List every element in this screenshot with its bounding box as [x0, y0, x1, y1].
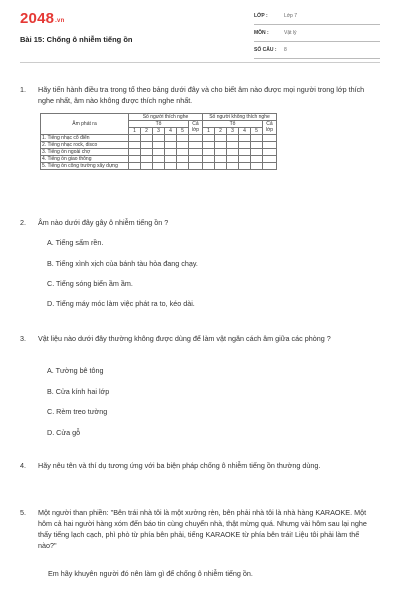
option-d[interactable]: D. Cửa gỗ	[47, 428, 81, 437]
group-like-header: Số người thích nghe	[129, 114, 203, 121]
meta-subject-row	[254, 29, 380, 42]
question-text: Hãy nêu tên và thí dụ tương ứng với ba biện pháp chống ô nhiễm tiếng ồn thường dùng.	[38, 461, 321, 470]
group-number: 5	[251, 128, 263, 135]
group-number: 2	[141, 128, 153, 135]
sub-class-header: Cả lớp	[189, 121, 203, 135]
header-divider	[20, 62, 380, 63]
group-dislike-header: Số người không thích nghe	[203, 114, 277, 121]
meta-count-row	[254, 46, 380, 59]
group-number: 3	[227, 128, 239, 135]
sub-to-header: Tổ	[203, 121, 263, 128]
group-number: 1	[203, 128, 215, 135]
row-label: 1. Tiếng nhạc cổ điển	[41, 135, 129, 142]
meta-value: Vật lý	[284, 30, 297, 36]
option-c[interactable]: C. Rèm treo tường	[47, 407, 108, 416]
option-a[interactable]: A. Tiếng sấm rền.	[47, 238, 104, 247]
question-number: 5.	[20, 508, 26, 517]
question-text: Một người than phiền: "Bên trái nhà tôi là một xưởng rèn, bên phải nhà tôi là nhà hàng KARAOKE. Một hôm cả hai người hàng xóm đến báo tin cùng chuyển nhà, thật mừng quá. Nhưng vài hôm sau lại nghe thấy tiếng lạch cạch, phì phò từ phía bên phải, tiếng KARAOKE từ phía bên trái! Liệu tôi phải làm thế nào?"	[38, 508, 367, 550]
question-number: 3.	[20, 334, 26, 343]
question-text: Âm nào dưới đây gây ô nhiễm tiếng ồn ?	[38, 218, 169, 227]
group-number: 5	[177, 128, 189, 135]
lesson-title: Bài 15: Chống ô nhiễm tiếng ồn	[20, 35, 133, 44]
logo-suffix: .vn	[55, 18, 65, 24]
row-label: 3. Tiếng ồn ngoài chợ	[41, 149, 129, 156]
question-number: 4.	[20, 461, 26, 470]
meta-label: SỐ CÂU :	[254, 47, 277, 53]
question-text: Hãy tiến hành điều tra trong tổ theo bảng dưới đây và cho biết âm nào được mọi người trong lớp thích nghe nhất, âm nào không được thích nghe nhất.	[38, 85, 365, 105]
table-header-row	[41, 114, 277, 121]
meta-label: LỚP :	[254, 13, 268, 19]
table-row	[41, 142, 277, 149]
meta-value: 8	[284, 47, 287, 53]
table-row	[41, 135, 277, 142]
survey-table	[40, 113, 277, 170]
question-number: 2.	[20, 218, 26, 227]
table-row	[41, 149, 277, 156]
table-row	[41, 156, 277, 163]
table-row	[41, 163, 277, 170]
option-a[interactable]: A. Tường bê tông	[47, 366, 104, 375]
sub-to-header: Tổ	[129, 121, 189, 128]
question-5-followup: Em hãy khuyên người đó nên làm gì để chống ô nhiễm tiếng ồn.	[48, 569, 253, 578]
logo-main: 2048	[20, 10, 55, 27]
sub-class-header: Cả lớp	[263, 121, 277, 135]
row-label: 2. Tiếng nhạc rock, disco	[41, 142, 129, 149]
meta-class-row	[254, 12, 380, 25]
group-number: 4	[165, 128, 177, 135]
group-number: 1	[129, 128, 141, 135]
row-label: 5. Tiếng ồn công trường xây dựng	[41, 163, 129, 170]
question-number: 1.	[20, 85, 26, 94]
option-c[interactable]: C. Tiếng sóng biển ầm ầm.	[47, 279, 133, 288]
col-activity-header: Âm phát ra	[41, 114, 129, 135]
group-number: 4	[239, 128, 251, 135]
option-b[interactable]: B. Cửa kính hai lớp	[47, 387, 110, 396]
row-label: 4. Tiếng ồn giao thông	[41, 156, 129, 163]
lesson-meta	[254, 12, 380, 63]
group-number: 3	[153, 128, 165, 135]
site-logo[interactable]	[20, 10, 64, 27]
meta-value: Lớp 7	[284, 13, 298, 19]
question-text: Vật liệu nào dưới đây thường không được dùng để làm vật ngăn cách âm giữa các phòng ?	[38, 334, 331, 343]
group-number: 2	[215, 128, 227, 135]
option-d[interactable]: D. Tiếng máy móc làm việc phát ra to, kéo dài.	[47, 299, 195, 308]
meta-label: MÔN :	[254, 30, 269, 36]
option-b[interactable]: B. Tiếng xình xịch của bánh tàu hỏa đang chạy.	[47, 259, 198, 268]
